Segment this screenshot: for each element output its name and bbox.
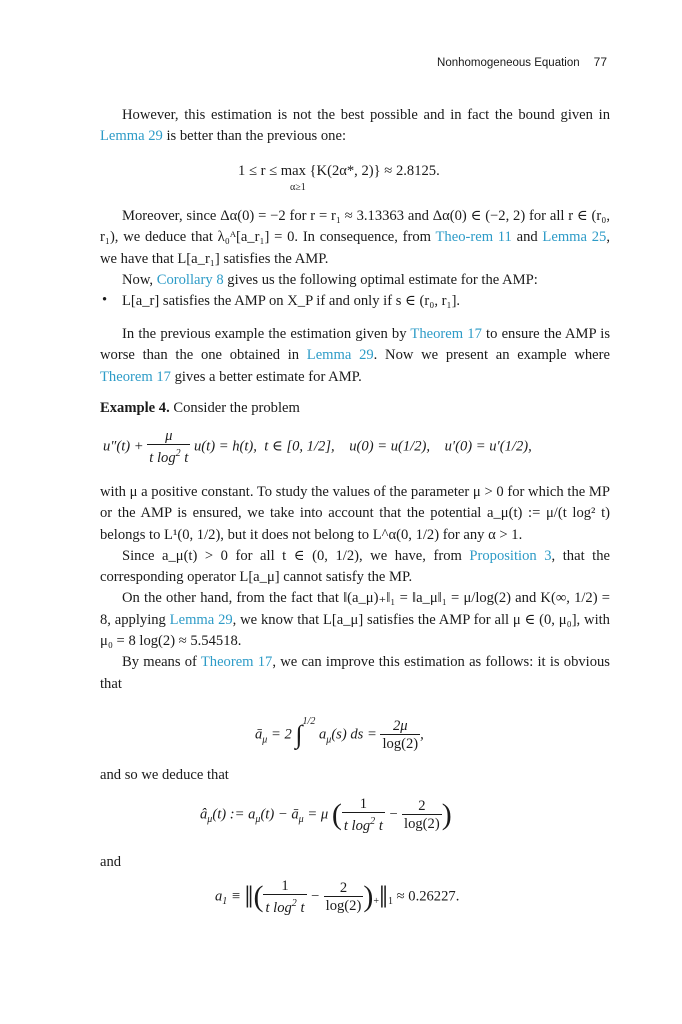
p6-text-end: , that the corresponding operator L[a_μ] cannot satisfy the MP.: [100, 547, 610, 586]
example-text: Consider the problem: [173, 400, 300, 416]
link-lemma-29-b[interactable]: Lemma 29: [306, 347, 374, 364]
p8-text: By means of: [122, 654, 201, 671]
p8-text-end: , we can improve this estimation as follows: it is obvious that: [100, 654, 610, 692]
link-proposition-3[interactable]: Proposition 3: [469, 547, 552, 564]
equation-bound-text: 1 ≤ r ≤ max {K(2α*, 2)} ≈ 2.8125.: [238, 163, 440, 179]
p3-text-end: gives us the following optimal estimate for the AMP:: [223, 271, 538, 288]
equation-problem: u″(t) + $\frac{\mu}{t \log^2 t}$ u(t) = h(t), t ∈ [0, 1/2], u(0) = u(1/2), u′(0) = u′(1/2),: [103, 428, 532, 466]
bullet-item: [122, 291, 612, 312]
p4-text-2: to ensure the AMP is worse than the one obtained in: [100, 326, 611, 364]
link-lemma-25[interactable]: Lemma 25: [542, 229, 607, 246]
link-theorem-17[interactable]: Theorem 17: [410, 326, 482, 342]
link-lemma-29[interactable]: Lemma 29: [100, 128, 163, 145]
paragraph-2: [100, 206, 610, 291]
header-title: Nonhomogeneous Equation: [437, 57, 580, 69]
p5-text: with μ a positive constant. To study the values of the parameter μ > 0 for which the MP or the AMP is ensured, we take into account that the potential a_μ(t) := μ/(t log² t) belongs to L¹(0, 1/2), but it does not belong to L^α(0, 1/2) for any α > 1.: [100, 484, 610, 543]
bullet-text: L[a_r] satisfies the AMP on X_P if and only if s ∈ (r₀, r₁].: [122, 293, 461, 309]
equation-hat: $â_\mu(t)$ := $a_\mu(t)$ − $ā_\mu = \mu$ ( $\frac{1}{t \log^2 t}$ − $\frac{2}{\log(2)}$ ): [200, 796, 452, 834]
bullet-marker: •: [102, 292, 108, 308]
link-theorem-11[interactable]: Theo-: [435, 229, 471, 246]
p4-text-end: gives a better estimate for AMP.: [170, 368, 362, 385]
paragraph-10: [100, 852, 610, 873]
equation-bound-subscript: α≥1: [290, 182, 306, 193]
running-header: [0, 55, 607, 69]
example-heading: [100, 398, 610, 419]
page-number: 77: [593, 55, 607, 69]
link-theorem-17-b[interactable]: Theorem 17: [100, 368, 171, 385]
p7-text-end: , we know that L[a_μ] satisfies the AMP for all μ ∈ (0, μ₀], with μ₀ = 8 log(2) ≈ 5.54518.: [100, 611, 610, 650]
p1-text: However, this estimation is not the best possible and in fact the bound given in: [122, 107, 610, 123]
equation-mean: $ā_\mu = 2$ ∫$^{1/2}$ $a_\mu(s)$ ds = $\frac{2\mu}{\log(2)}$ ,: [255, 716, 424, 752]
paragraph-1: [100, 105, 610, 148]
p2-text: Moreover, since Δα(0) = −2 for r = r₁ ≈ 3.13363 and Δα(0) ∈ (−2, 2) for all r ∈ (r₀, r₁), we deduce that λ₀ᴬ[a_r₁] = 0. In consequence, from: [100, 208, 610, 246]
example-label: Example 4.: [100, 400, 170, 416]
p6-text: Since a_μ(t) > 0 for all t ∈ (0, 1/2), we have, from: [122, 547, 470, 564]
paragraph-9: [100, 765, 610, 786]
equation-bound: [238, 163, 440, 180]
equation-a1: $a_1$ ≡ ‖( $\frac{1}{t \log^2 t}$ − $\frac{2}{\log(2)}$ )$_+‖_1 \approx 0.26227$.: [215, 878, 460, 916]
p4-text: In the previous example the estimation given by: [122, 326, 411, 342]
p2-text-end: , we have that L[a_r₁] satisfies the AMP.: [100, 229, 610, 267]
paragraph-5: [100, 482, 610, 695]
link-lemma-29-c[interactable]: Lemma 29: [169, 611, 233, 628]
p4-text-3: . Now we present an example where: [373, 347, 610, 364]
link-theorem-17-c[interactable]: Theorem 17: [200, 654, 273, 671]
p7-text: On the other hand, from the fact that ‖(a_μ)₊‖₁ = ‖a_μ‖₁ = μ/log(2) and K(∞, 1/2) = 8, applying: [100, 590, 610, 628]
p10-text: and: [100, 854, 122, 870]
p3-text: Now,: [122, 271, 157, 288]
link-corollary-8[interactable]: Corollary 8: [156, 271, 224, 288]
paragraph-4: [100, 324, 610, 388]
p2-and: and: [511, 229, 543, 246]
p9-text: and so we deduce that: [100, 767, 229, 783]
p1-text-end: is better than the previous one:: [162, 128, 347, 145]
link-theorem-11-cont[interactable]: rem 11: [470, 229, 512, 246]
